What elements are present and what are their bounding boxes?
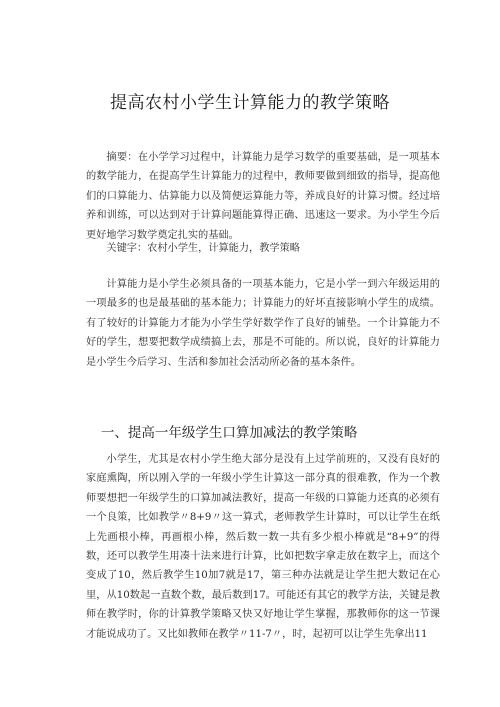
section-heading: 一、提高一年级学生口算加减法的教学策略 [100, 425, 358, 441]
abstract-paragraph: 摘要：在小学学习过程中，计算能力是学习数学的重要基础，是一项基本的数学能力，在提高学生计算能力的过程中，教师要做到细致的指导，提高他们的口算能力、估算能力以及简便运算能力等，养成良好的计算习惯。经过培养和训练，可以达到对于计算问题能算得正确、迅速这一要求。为小学生今后更好地学习数学奠定扎实的基础。 [86, 152, 440, 241]
keywords-paragraph: 关键字：农村小学生，计算能力，教学策略 [106, 243, 300, 254]
section-body-paragraph: 小学生，尤其是农村小学生绝大部分是没有上过学前班的，又没有良好的家庭熏陶，所以刚入学的一年级小学生计算这一部分真的很难教，作为一个教师要想把一年级学生的口算加减法教好，提高一年级的口算能力还真的必须有一个良策，比如教学〃8+9〃这一算式，老师教学生计算时，可以让学生在纸上先画根小棒，再画根小棒，然后数一数一共有多少根小棒就是“8+9”的得数，还可以教学生用凑十法来进行计算，比如把数字拿走放在数字上，而这个变成了10，然后教学生10加7就是17，第三种办法就是让学生把大数记在心里，从10数起一直数个数，最后数到17。可能还有其它的教学方法，关键是教师在教学时，你的计算教学策略又快又好地让学生掌握，那教师你的这一节课才能说成功了。又比如教师在教学〃11-7〃，时，起初可以让学生先拿出11 [86, 454, 440, 640]
intro-paragraph: 计算能力是小学生必须具备的一项基本能力，它是小学一到六年级运用的一项最多的也是最基础的基本能力；计算能力的好坏直接影响小学生的成绩。有了较好的计算能力才能为小学生学好数学作了良好的铺垫。一个计算能力不好的学生，想要把数学成绩搞上去，那是不可能的。所以说，良好的计算能力是小学生今后学习、生活和参加社会活动所必备的基本条件。 [86, 279, 440, 368]
page-title: 提高农村小学生计算能力的教学策略 [110, 93, 390, 113]
